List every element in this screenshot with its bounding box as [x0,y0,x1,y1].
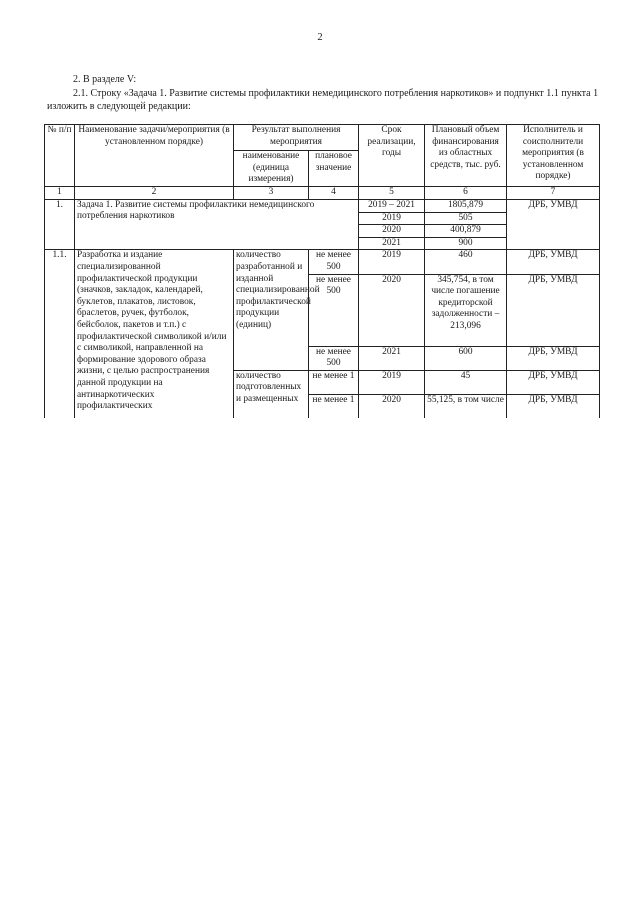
item11-volume: 460 [425,250,507,274]
col-number: 3 [234,187,309,200]
task1-volume: 400,879 [425,225,507,238]
task1-row [45,199,600,212]
col-number: 7 [507,187,600,200]
item11-plan: не менее 500 [309,346,359,370]
header-result: Результат выполнения мероприятия [234,125,359,151]
header-row [45,125,600,151]
item11-num: 1.1. [45,250,75,418]
task1-term: 2019 [359,212,425,225]
item11-result1-name: количество разработанной и изданной специализированной профилактической продукции (единиц) [234,250,309,370]
col-number: 2 [75,187,234,200]
header-volume: Плановый объем финансирования из областных средств, тыс. руб. [425,125,507,187]
col-number: 4 [309,187,359,200]
header-executor: Исполнитель и соисполнители мероприятия (в установленном порядке) [507,125,600,187]
item11-volume: 345,754, в том числе погашение кредиторской задолженности – 213,096 [425,274,507,346]
section-intro: 2. В разделе V: [73,74,137,85]
task1-volume-total: 1805,879 [425,199,507,212]
item11-term: 2020 [359,274,425,346]
task1-volume: 900 [425,237,507,250]
task1-volume: 505 [425,212,507,225]
task1-name: Задача 1. Развитие системы профилактики немедицинского потребления наркотиков [75,199,359,250]
task1-term: 2020 [359,225,425,238]
task1-term: 2021 [359,237,425,250]
item11-executor: ДРБ, УМВД [507,250,600,274]
program-table [44,124,600,418]
header-result-plan: плановое значение [309,151,359,187]
item11-result2-name: количество подготовленных и размещенных [234,370,309,418]
item11-plan: не менее 500 [309,250,359,274]
header-name: Наименование задачи/мероприятия (в установленном порядке) [75,125,234,187]
col-number: 6 [425,187,507,200]
col-number: 5 [359,187,425,200]
item11-volume: 600 [425,346,507,370]
item11-executor: ДРБ, УМВД [507,274,600,346]
task1-num: 1. [45,199,75,250]
item11-executor: ДРБ, УМВД [507,346,600,370]
item11-row [45,250,600,274]
col-number: 1 [45,187,75,200]
task1-executor: ДРБ, УМВД [507,199,600,250]
item11-volume: 55,125, в том числе [425,394,507,418]
task1-term-total: 2019 – 2021 [359,199,425,212]
item11-plan: не менее 1 [309,394,359,418]
item11-plan: не менее 500 [309,274,359,346]
item11-term: 2019 [359,370,425,394]
header-term: Срок реализации, годы [359,125,425,187]
item11-name: Разработка и издание специализированной профилактической продукции (значков, закладок, календарей, буклетов, плакатов, листовок, браслетов, ручек, футболок, бейсболок, пакетов и т.п.) с профилактической символикой и/или с символикой, направленной на формирование здорового образа жизни, с целью распространения данной продукции на антинаркотических профилактических [75,250,234,418]
header-num: № п/п [45,125,75,187]
header-result-name: наименование (единица измерения) [234,151,309,187]
page-number: 2 [317,32,323,43]
item11-term: 2021 [359,346,425,370]
item11-volume: 45 [425,370,507,394]
item11-executor: ДРБ, УМВД [507,370,600,394]
item11-term: 2020 [359,394,425,418]
item11-executor: ДРБ, УМВД [507,394,600,418]
item11-plan: не менее 1 [309,370,359,394]
column-numbers-row [45,187,600,200]
item11-term: 2019 [359,250,425,274]
amendment-text: 2.1. Строку «Задача 1. Развитие системы профилактики немедицинского потребления наркотиков» и подпункт 1.1 пункта 1 изложить в следующей редакции: [47,88,599,112]
